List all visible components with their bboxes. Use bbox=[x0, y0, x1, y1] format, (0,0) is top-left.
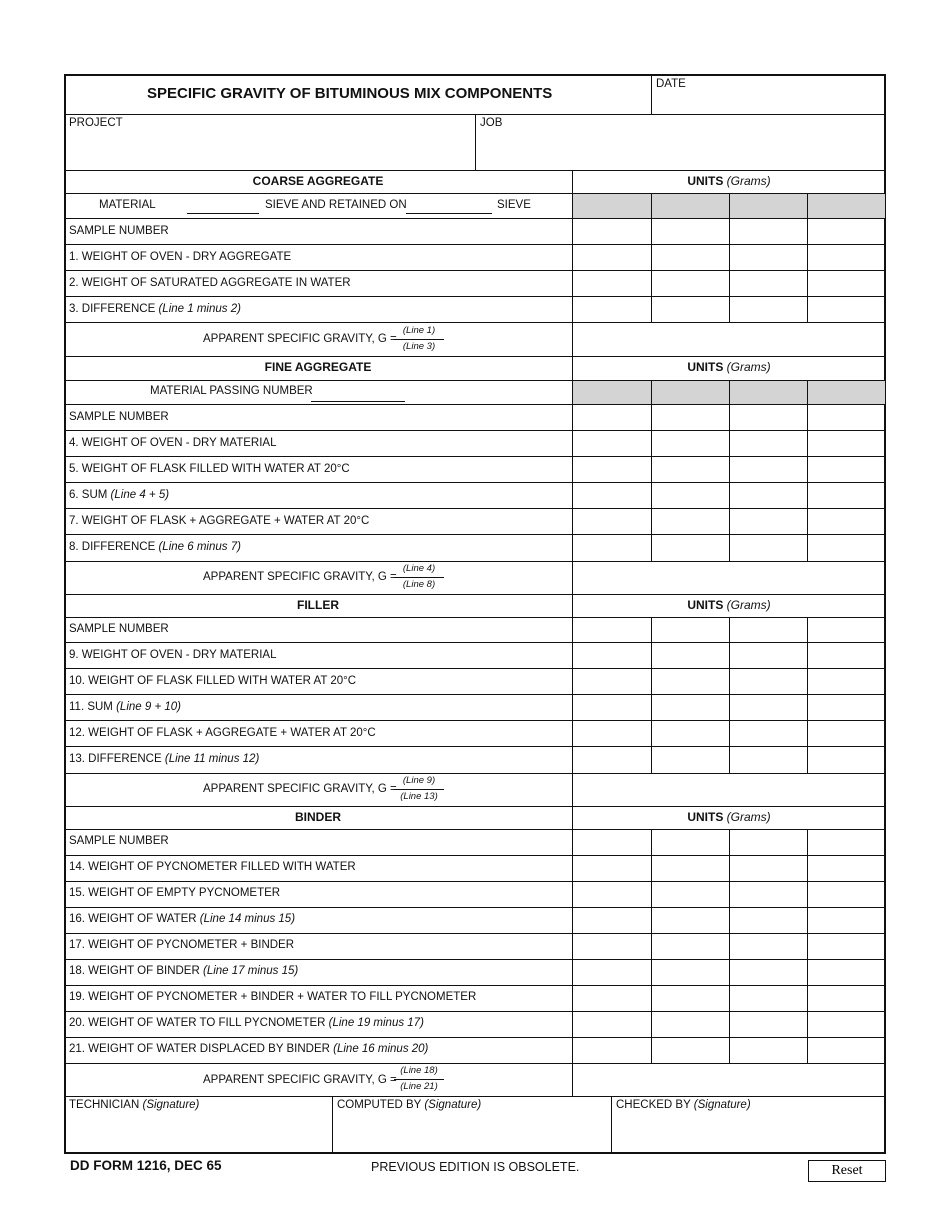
line-20-label: 20. WEIGHT OF WATER TO FILL PYCNOMETER (Line 19 minus 17) bbox=[69, 1017, 424, 1029]
entry-cell[interactable] bbox=[730, 830, 806, 854]
entry-cell[interactable] bbox=[652, 747, 728, 772]
entry-cell[interactable] bbox=[652, 908, 728, 932]
fine-asg-label: APPARENT SPECIFIC GRAVITY, G = bbox=[203, 571, 397, 583]
entry-cell[interactable] bbox=[573, 856, 650, 880]
reset-button[interactable]: Reset bbox=[808, 1160, 886, 1182]
entry-cell[interactable] bbox=[652, 483, 728, 507]
entry-cell[interactable] bbox=[652, 960, 728, 984]
entry-cell[interactable] bbox=[573, 695, 650, 719]
entry-cell[interactable] bbox=[808, 669, 885, 693]
coarse-units-heading: UNITS (Grams) bbox=[687, 174, 771, 188]
binder-fraction-bar bbox=[394, 1079, 444, 1080]
technician-signature-label: TECHNICIAN (Signature) bbox=[69, 1099, 200, 1111]
project-label: PROJECT bbox=[69, 117, 123, 129]
line-15-label: 15. WEIGHT OF EMPTY PYCNOMETER bbox=[69, 887, 281, 899]
entry-cell[interactable] bbox=[573, 774, 885, 805]
entry-cell[interactable] bbox=[652, 856, 728, 880]
line-8-label: 8. DIFFERENCE (Line 6 minus 7) bbox=[69, 541, 241, 553]
entry-cell[interactable] bbox=[573, 381, 650, 403]
entry-cell[interactable] bbox=[730, 721, 806, 745]
entry-cell[interactable] bbox=[573, 297, 650, 321]
entry-cell[interactable] bbox=[573, 721, 650, 745]
binder-asg-denominator: (Line 21) bbox=[400, 1081, 438, 1092]
entry-cell[interactable] bbox=[652, 830, 728, 854]
passing-number-blank[interactable] bbox=[311, 401, 405, 402]
line-2-label: 2. WEIGHT OF SATURATED AGGREGATE IN WATER bbox=[69, 277, 351, 289]
entry-cell[interactable] bbox=[652, 618, 728, 641]
entry-cell[interactable] bbox=[808, 856, 885, 880]
entry-cell[interactable] bbox=[573, 1012, 650, 1036]
entry-cell[interactable] bbox=[730, 297, 806, 321]
entry-cell[interactable] bbox=[808, 747, 885, 772]
binder-asg-label: APPARENT SPECIFIC GRAVITY, G = bbox=[203, 1074, 397, 1086]
entry-cell[interactable] bbox=[652, 194, 728, 217]
coarse-aggregate-heading: COARSE AGGREGATE bbox=[252, 174, 384, 188]
entry-cell[interactable] bbox=[808, 1038, 885, 1062]
line-11-label: 11. SUM (Line 9 + 10) bbox=[69, 701, 181, 713]
filler-asg-numerator: (Line 9) bbox=[402, 775, 436, 786]
entry-cell[interactable] bbox=[730, 1038, 806, 1062]
date-label: DATE bbox=[656, 78, 686, 90]
entry-cell[interactable] bbox=[573, 1038, 650, 1062]
entry-cell[interactable] bbox=[573, 747, 650, 772]
entry-cell[interactable] bbox=[573, 431, 650, 455]
entry-cell[interactable] bbox=[808, 219, 885, 243]
entry-cell[interactable] bbox=[573, 457, 650, 481]
entry-cell[interactable] bbox=[808, 1012, 885, 1036]
entry-cell[interactable] bbox=[730, 908, 806, 932]
row-line bbox=[64, 594, 886, 595]
entry-cell[interactable] bbox=[652, 509, 728, 533]
entry-cell[interactable] bbox=[730, 856, 806, 880]
fine-asg-numerator: (Line 4) bbox=[402, 563, 436, 574]
line-21-label: 21. WEIGHT OF WATER DISPLACED BY BINDER (Line 16 minus 20) bbox=[69, 1043, 429, 1055]
line-19-label: 19. WEIGHT OF PYCNOMETER + BINDER + WATER TO FILL PYCNOMETER bbox=[69, 991, 477, 1003]
entry-cell[interactable] bbox=[730, 934, 806, 958]
line-12-label: 12. WEIGHT OF FLASK + AGGREGATE + WATER AT 20°C bbox=[69, 727, 376, 739]
entry-cell[interactable] bbox=[730, 271, 806, 295]
binder-sample-number: SAMPLE NUMBER bbox=[69, 835, 169, 847]
fine-asg-denominator: (Line 8) bbox=[402, 579, 436, 590]
entry-cell[interactable] bbox=[730, 194, 806, 217]
entry-cell[interactable] bbox=[573, 509, 650, 533]
entry-cell[interactable] bbox=[652, 297, 728, 321]
entry-cell[interactable] bbox=[573, 405, 650, 429]
obsolete-notice: PREVIOUS EDITION IS OBSOLETE. bbox=[371, 1160, 580, 1174]
coarse-asg-label: APPARENT SPECIFIC GRAVITY, G = bbox=[203, 333, 397, 345]
entry-cell[interactable] bbox=[808, 457, 885, 481]
entry-cell[interactable] bbox=[652, 245, 728, 269]
entry-cell[interactable] bbox=[573, 1064, 885, 1095]
entry-cell[interactable] bbox=[652, 405, 728, 429]
entry-cell[interactable] bbox=[652, 431, 728, 455]
entry-cell[interactable] bbox=[573, 535, 650, 560]
entry-cell[interactable] bbox=[652, 271, 728, 295]
entry-cell[interactable] bbox=[652, 695, 728, 719]
entry-cell[interactable] bbox=[573, 219, 650, 243]
entry-cell[interactable] bbox=[573, 934, 650, 958]
entry-cell[interactable] bbox=[573, 194, 650, 217]
entry-cell[interactable] bbox=[573, 908, 650, 932]
line-18-label: 18. WEIGHT OF BINDER (Line 17 minus 15) bbox=[69, 965, 299, 977]
coarse-asg-denominator: (Line 3) bbox=[402, 341, 436, 352]
sieve-label: SIEVE bbox=[497, 199, 531, 211]
fine-material-label: MATERIAL PASSING NUMBER bbox=[150, 385, 313, 397]
fine-aggregate-heading: FINE AGGREGATE bbox=[264, 360, 372, 374]
job-label: JOB bbox=[480, 117, 503, 129]
entry-cell[interactable] bbox=[573, 669, 650, 693]
entry-cell[interactable] bbox=[730, 986, 806, 1010]
coarse-material-label: MATERIAL bbox=[99, 199, 156, 211]
entry-cell[interactable] bbox=[652, 934, 728, 958]
entry-cell[interactable] bbox=[573, 986, 650, 1010]
entry-cell[interactable] bbox=[730, 535, 806, 560]
line-9-label: 9. WEIGHT OF OVEN - DRY MATERIAL bbox=[69, 649, 277, 661]
entry-cell[interactable] bbox=[65, 115, 474, 169]
sieve-retained-label: SIEVE AND RETAINED ON bbox=[265, 199, 407, 211]
entry-cell[interactable] bbox=[808, 830, 885, 854]
entry-cell[interactable] bbox=[808, 297, 885, 321]
fine-units-heading: UNITS (Grams) bbox=[687, 360, 771, 374]
binder-heading: BINDER bbox=[294, 810, 341, 824]
coarse-sample-number: SAMPLE NUMBER bbox=[69, 225, 169, 237]
entry-cell[interactable] bbox=[652, 986, 728, 1010]
filler-fraction-bar bbox=[394, 789, 444, 790]
entry-cell[interactable] bbox=[730, 245, 806, 269]
entry-cell[interactable] bbox=[730, 747, 806, 772]
line-3-label: 3. DIFFERENCE (Line 1 minus 2) bbox=[69, 303, 241, 315]
coarse-material-blank[interactable] bbox=[187, 213, 259, 214]
line-10-label: 10. WEIGHT OF FLASK FILLED WITH WATER AT 20°C bbox=[69, 675, 357, 687]
entry-cell[interactable] bbox=[808, 986, 885, 1010]
row-line bbox=[64, 170, 886, 171]
entry-cell[interactable] bbox=[652, 535, 728, 560]
entry-cell[interactable] bbox=[808, 405, 885, 429]
entry-cell[interactable] bbox=[808, 509, 885, 533]
line-1-label: 1. WEIGHT OF OVEN - DRY AGGREGATE bbox=[69, 251, 292, 263]
entry-cell[interactable] bbox=[652, 381, 728, 403]
entry-cell[interactable] bbox=[730, 882, 806, 906]
entry-cell[interactable] bbox=[573, 960, 650, 984]
entry-cell[interactable] bbox=[808, 643, 885, 667]
coarse-fraction-bar bbox=[394, 339, 444, 340]
sieve-retained-blank[interactable] bbox=[406, 213, 492, 214]
entry-cell[interactable] bbox=[652, 219, 728, 243]
entry-cell[interactable] bbox=[730, 431, 806, 455]
entry-cell[interactable] bbox=[808, 721, 885, 745]
entry-cell[interactable] bbox=[808, 695, 885, 719]
binder-asg-numerator: (Line 18) bbox=[400, 1065, 438, 1076]
coarse-asg-numerator: (Line 1) bbox=[402, 325, 436, 336]
form-number: DD FORM 1216, DEC 65 bbox=[70, 1158, 222, 1173]
entry-cell[interactable] bbox=[652, 669, 728, 693]
entry-cell[interactable] bbox=[730, 381, 806, 403]
line-7-label: 7. WEIGHT OF FLASK + AGGREGATE + WATER AT 20°C bbox=[69, 515, 370, 527]
entry-cell[interactable] bbox=[730, 405, 806, 429]
checked-by-signature-label: CHECKED BY (Signature) bbox=[616, 1099, 751, 1111]
entry-cell[interactable] bbox=[808, 245, 885, 269]
entry-cell[interactable] bbox=[573, 618, 650, 641]
line-16-label: 16. WEIGHT OF WATER (Line 14 minus 15) bbox=[69, 913, 296, 925]
filler-units-heading: UNITS (Grams) bbox=[687, 598, 771, 612]
entry-cell[interactable] bbox=[573, 830, 650, 854]
line-14-label: 14. WEIGHT OF PYCNOMETER FILLED WITH WATER bbox=[69, 861, 356, 873]
entry-cell[interactable] bbox=[808, 194, 885, 217]
entry-cell[interactable] bbox=[730, 618, 806, 641]
entry-cell[interactable] bbox=[730, 509, 806, 533]
entry-cell[interactable] bbox=[730, 643, 806, 667]
entry-cell[interactable] bbox=[808, 483, 885, 507]
entry-cell[interactable] bbox=[808, 908, 885, 932]
entry-cell[interactable] bbox=[730, 483, 806, 507]
filler-asg-denominator: (Line 13) bbox=[400, 791, 438, 802]
entry-cell[interactable] bbox=[652, 882, 728, 906]
entry-cell[interactable] bbox=[573, 882, 650, 906]
line-5-label: 5. WEIGHT OF FLASK FILLED WITH WATER AT 20°C bbox=[69, 463, 350, 475]
filler-sample-number: SAMPLE NUMBER bbox=[69, 623, 169, 635]
entry-cell[interactable] bbox=[573, 483, 650, 507]
entry-cell[interactable] bbox=[808, 535, 885, 560]
entry-cell[interactable] bbox=[573, 271, 650, 295]
entry-cell[interactable] bbox=[573, 562, 885, 593]
entry-cell[interactable] bbox=[476, 115, 884, 169]
row-line bbox=[64, 806, 886, 807]
entry-cell[interactable] bbox=[730, 669, 806, 693]
entry-cell[interactable] bbox=[730, 219, 806, 243]
entry-cell[interactable] bbox=[652, 76, 884, 113]
entry-cell[interactable] bbox=[808, 960, 885, 984]
entry-cell[interactable] bbox=[652, 1038, 728, 1062]
fine-fraction-bar bbox=[394, 577, 444, 578]
filler-heading: FILLER bbox=[297, 598, 339, 612]
line-17-label: 17. WEIGHT OF PYCNOMETER + BINDER bbox=[69, 939, 295, 951]
entry-cell[interactable] bbox=[652, 1012, 728, 1036]
binder-units-heading: UNITS (Grams) bbox=[687, 810, 771, 824]
line-4-label: 4. WEIGHT OF OVEN - DRY MATERIAL bbox=[69, 437, 277, 449]
filler-asg-label: APPARENT SPECIFIC GRAVITY, G = bbox=[203, 783, 397, 795]
entry-cell[interactable] bbox=[808, 431, 885, 455]
form-title: SPECIFIC GRAVITY OF BITUMINOUS MIX COMPONENTS bbox=[147, 85, 553, 102]
fine-sample-number: SAMPLE NUMBER bbox=[69, 411, 169, 423]
entry-cell[interactable] bbox=[808, 882, 885, 906]
entry-cell[interactable] bbox=[808, 271, 885, 295]
entry-cell[interactable] bbox=[808, 934, 885, 958]
entry-cell[interactable] bbox=[730, 960, 806, 984]
computed-by-signature-label: COMPUTED BY (Signature) bbox=[337, 1099, 482, 1111]
entry-cell[interactable] bbox=[808, 618, 885, 641]
line-6-label: 6. SUM (Line 4 + 5) bbox=[69, 489, 170, 501]
row-line bbox=[64, 356, 886, 357]
entry-cell[interactable] bbox=[652, 721, 728, 745]
entry-cell[interactable] bbox=[573, 245, 650, 269]
entry-cell[interactable] bbox=[573, 643, 650, 667]
entry-cell[interactable] bbox=[652, 643, 728, 667]
entry-cell[interactable] bbox=[730, 1012, 806, 1036]
line-13-label: 13. DIFFERENCE (Line 11 minus 12) bbox=[69, 753, 260, 765]
entry-cell[interactable] bbox=[730, 457, 806, 481]
entry-cell[interactable] bbox=[730, 695, 806, 719]
entry-cell[interactable] bbox=[573, 323, 885, 355]
entry-cell[interactable] bbox=[808, 381, 885, 403]
entry-cell[interactable] bbox=[652, 457, 728, 481]
